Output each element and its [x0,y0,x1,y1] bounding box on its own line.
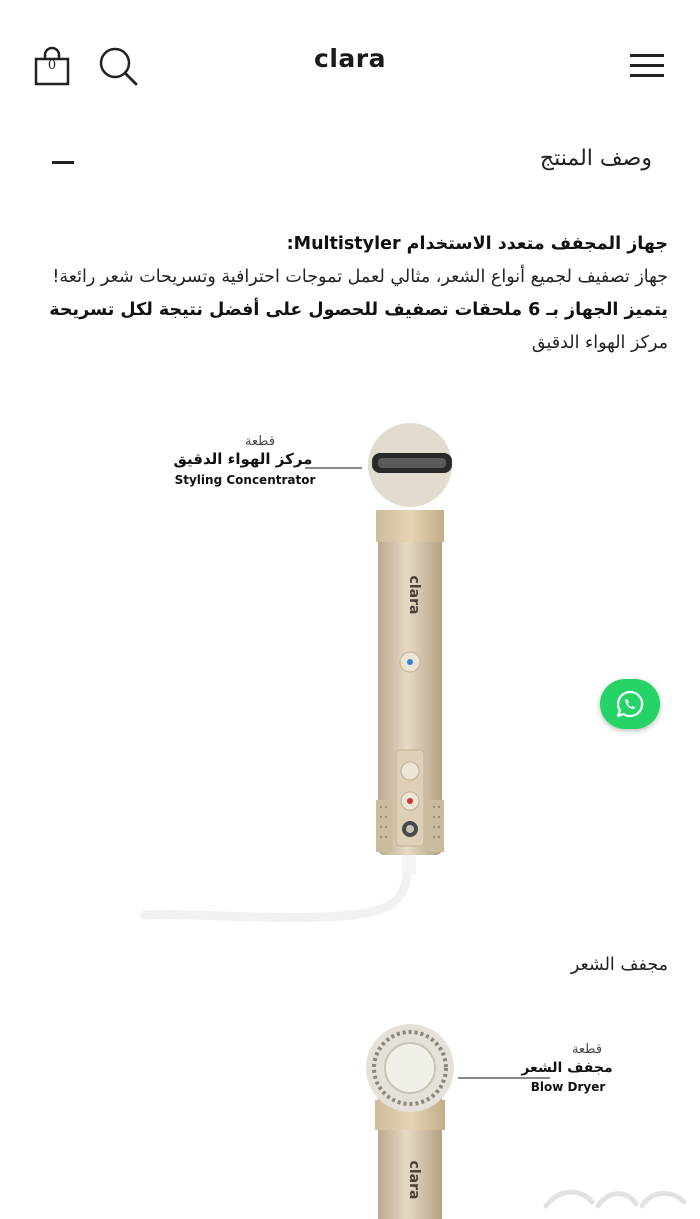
site-watermark [540,1180,690,1216]
label-small-2: قطعة [571,1042,603,1057]
styling-concentrator-image [140,405,580,945]
description-heading: جهاز المجفف متعدد الاستخدام Multistyler: [286,234,668,254]
device-brand-2: clara [406,1160,422,1200]
product-description [28,228,668,360]
device-brand: clara [406,575,422,615]
search-button[interactable] [96,44,140,88]
section-title[interactable]: وصف المنتج [539,146,652,171]
label-arabic-2: مجفف الشعر [521,1060,613,1076]
cart-button[interactable] [34,46,70,86]
label-small: قطعة [244,434,276,449]
caption-blow-dryer: مجفف الشعر [570,955,668,975]
label-english-2: Blow Dryer [530,1080,606,1094]
label-english: Styling Concentrator [174,473,316,487]
description-caption: مركز الهواء الدقيق [531,333,668,353]
label-arabic: مركز الهواء الدقيق [173,450,313,468]
search-icon [96,44,140,88]
description-body: جهاز تصفيف لجميع أنواع الشعر، مثالي لعمل تموجات احترافية وتسريحات شعر رائعة! [52,267,668,287]
description-highlight: يتميز الجهاز بـ 6 ملحقات تصفيف للحصول على أفضل نتيجة لكل تسريحة [49,300,668,320]
brand-logo[interactable]: clara [314,44,386,73]
minus-icon[interactable] [52,161,74,164]
whatsapp-button[interactable] [600,679,660,729]
menu-button[interactable] [630,50,666,80]
whatsapp-icon [615,689,645,719]
cart-count: 0 [47,58,57,73]
site-header [0,0,700,130]
